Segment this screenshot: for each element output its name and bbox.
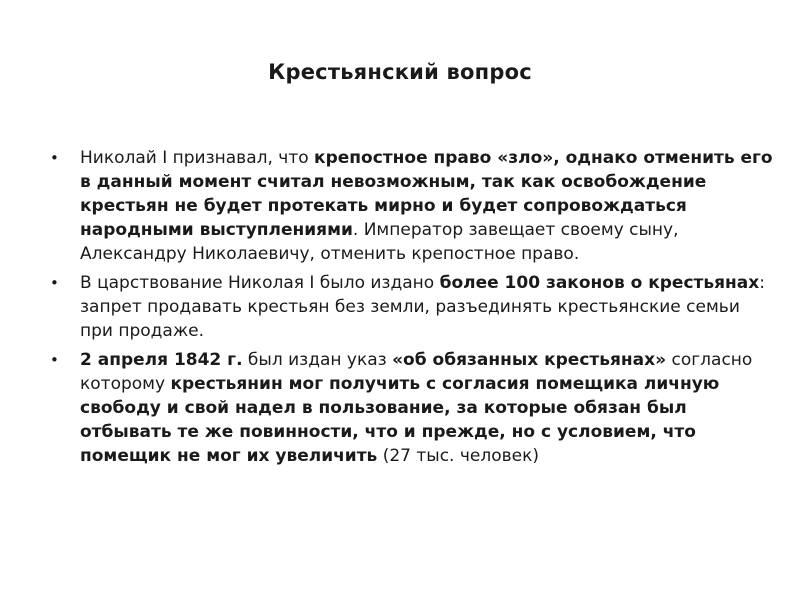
bullet-list: [50, 146, 774, 473]
bullet-icon: •: [50, 351, 59, 369]
bullet-text: [80, 148, 773, 264]
slide-title: Крестьянский вопрос: [268, 60, 532, 84]
bullet-segment: согласно которому: [80, 350, 753, 394]
bullet-text: [80, 273, 765, 341]
bullet-segment: . Император завещает своему сыну, Александру Николаевичу, отменить крепостное право.: [80, 220, 679, 264]
bullet-segment: : запрет продавать крестьян без земли, разъединять крестьянские семьи при продаже.: [80, 273, 765, 341]
bullet-segment-bold: 2 апреля 1842 г.: [80, 350, 243, 370]
bullet-segment-bold: более 100 законов о крестьянах: [439, 273, 760, 293]
bullet-segment: Николай I признавал, что: [80, 148, 315, 168]
bullet-segment: В царствование Николая I было издано: [80, 273, 440, 293]
bullet-segment-bold: крестьянин мог получить с согласия помещика личную свободу и свой надел в пользование, за которые обязан был отбывать те же повинности, что и прежде, но с условием, что помещик не мог их увеличить: [80, 374, 720, 466]
bullet-item: [50, 348, 774, 468]
bullet-segment-bold: крепостное право «зло», однако отменить его в данный момент считал невозможным, так как освобождение крестьян не будет протекать мирно и будет сопровождаться народными выступлениями: [80, 148, 773, 240]
bullet-icon: •: [50, 149, 59, 167]
bullet-text: [80, 350, 752, 466]
bullet-icon: •: [50, 274, 59, 292]
bullet-segment: (27 тыс. человек): [377, 446, 539, 466]
bullet-segment: был издан указ: [242, 350, 393, 370]
bullet-segment-bold: «об обязанных крестьянах»: [392, 350, 667, 370]
bullet-item: [50, 146, 774, 266]
bullet-item: [50, 271, 774, 343]
